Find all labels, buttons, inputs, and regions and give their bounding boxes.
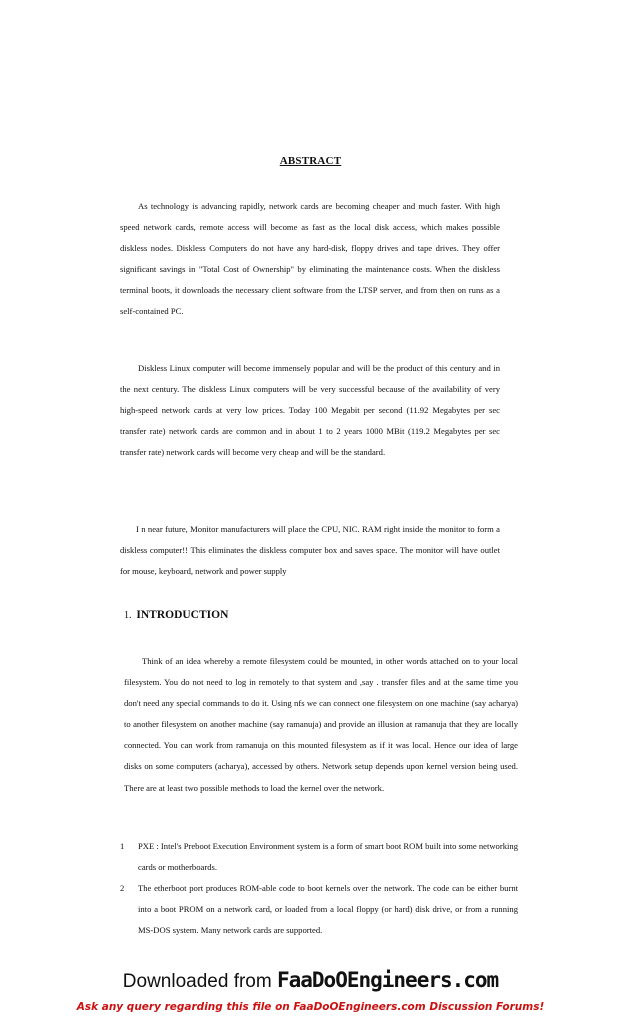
download-banner	[0, 968, 621, 993]
list-item-text: The etherboot port produces ROM-able code to boot kernels over the network. The code can be either burnt into a boot PROM on a network card, or loaded from a local floppy (or hard) disk drive, or from a running MS-DOS system. Many network cards are supported.	[138, 883, 518, 936]
boot-methods-list	[120, 836, 518, 941]
list-item	[120, 878, 518, 941]
section-title: INTRODUCTION	[136, 609, 229, 621]
list-item-text: PXE : Intel's Preboot Execution Environment system is a form of smart boot ROM built into some networking cards or motherboards.	[138, 841, 518, 873]
abstract-paragraph-2: Diskless Linux computer will become immensely popular and will be the product of this century and in the next century. The diskless Linux computers will be very successful because of the availability of very high-speed network cards at very low prices. Today 100 Megabit per second (11.92 Megabytes per sec transfer rate) network cards are common and in about 1 to 2 years 1000 MBit (119.2 Megabytes per sec transfer rate) network cards will become very cheap and will be the standard.	[120, 363, 500, 458]
forum-notice[interactable]: Ask any query regarding this file on FaaDoOEngineers.com Discussion Forums!	[76, 1001, 545, 1013]
list-item-number: 1	[120, 841, 125, 851]
list-item-number: 2	[120, 883, 125, 894]
introduction-heading	[124, 609, 228, 621]
abstract-paragraph-3: I n near future, Monitor manufacturers will place the CPU, NIC. RAM right inside the monitor to form a diskless computer!! This eliminates the diskless computer box and saves space. The monitor will have outlet for mouse, keyboard, network and power supply	[120, 524, 500, 577]
section-number: 1.	[124, 610, 132, 621]
brand-link[interactable]: FaaDoOEngineers.com	[276, 968, 499, 992]
abstract-paragraph-1: As technology is advancing rapidly, network cards are becoming cheaper and much faster. With high speed network cards, remote access will become as fast as the local disk access, which makes possible diskless nodes. Diskless Computers do not have any hard-disk, floppy drives and tape drives. They offer significant savings in "Total Cost of Ownership" by eliminating the maintenance costs. When the diskless terminal boots, it downloads the necessary client software from the LTSP server, and from then on runs as a self-contained PC.	[120, 201, 500, 317]
download-prefix: Downloaded from	[122, 971, 277, 992]
abstract-heading: ABSTRACT	[279, 155, 342, 167]
list-item	[120, 836, 518, 878]
introduction-paragraph: Think of an idea whereby a remote filesystem could be mounted, in other words attached on to your local filesystem. You do not need to log in remotely to that system and ,say . transfer files and at the same time you don't need any special commands to do it. Using nfs we can connect one filesystem on one machine (say acharya) to another filesystem on another machine (say ramanuja) and provide an illusion at ramanuja that they are locally connected. You can work from ramanuja on this mounted filesystem as if it was local. Hence our idea of large disks on some computers (acharya), accessed by others. Network setup depends upon kernel version being used. There are at least two possible methods to load the kernel over the network.	[124, 656, 518, 793]
